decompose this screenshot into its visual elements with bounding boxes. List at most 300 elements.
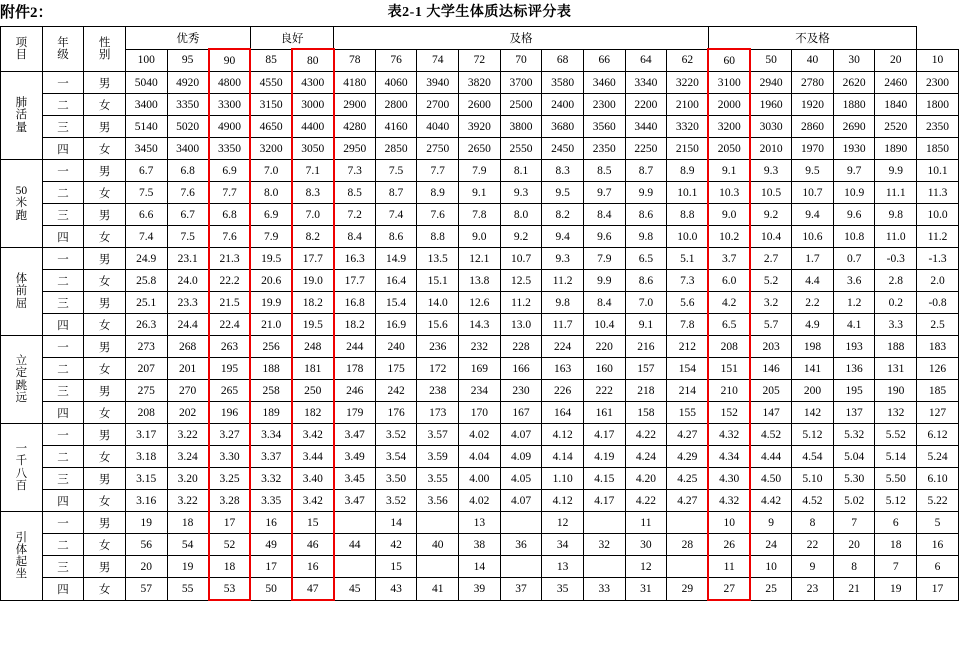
header-score-72: 72 bbox=[459, 49, 501, 72]
cell-score-40: 4.52 bbox=[792, 490, 834, 512]
header-score-20: 20 bbox=[875, 49, 917, 72]
cell-score-66: 3560 bbox=[583, 116, 625, 138]
table-header-row-bands bbox=[1, 27, 959, 50]
cell-score-74: 3.57 bbox=[417, 424, 459, 446]
cell-score-95: 201 bbox=[167, 358, 209, 380]
cell-score-78 bbox=[334, 512, 376, 534]
cell-score-68: 8.2 bbox=[542, 204, 584, 226]
cell-score-76: 242 bbox=[375, 380, 417, 402]
cell-score-95: 3400 bbox=[167, 138, 209, 160]
row-sex: 女 bbox=[84, 490, 126, 512]
row-category bbox=[1, 424, 43, 512]
cell-score-70: 167 bbox=[500, 402, 542, 424]
cell-score-95: 202 bbox=[167, 402, 209, 424]
cell-score-20: 3.3 bbox=[875, 314, 917, 336]
cell-score-78: 4280 bbox=[334, 116, 376, 138]
cell-score-62: 2150 bbox=[667, 138, 709, 160]
cell-score-80: 7.0 bbox=[292, 204, 334, 226]
cell-score-64: 30 bbox=[625, 534, 667, 556]
cell-score-74: 13.5 bbox=[417, 248, 459, 270]
cell-score-68: 11.2 bbox=[542, 270, 584, 292]
cell-score-10: 2350 bbox=[917, 116, 959, 138]
cell-score-76: 43 bbox=[375, 578, 417, 601]
cell-score-60: 6.5 bbox=[708, 314, 750, 336]
cell-score-100: 207 bbox=[125, 358, 167, 380]
cell-score-50: 10.5 bbox=[750, 182, 792, 204]
row-category bbox=[1, 512, 43, 601]
cell-score-40: 9.4 bbox=[792, 204, 834, 226]
category-char: 百 bbox=[15, 479, 28, 492]
cell-score-70: 230 bbox=[500, 380, 542, 402]
cell-score-40: 22 bbox=[792, 534, 834, 556]
cell-score-76: 3.54 bbox=[375, 446, 417, 468]
cell-score-80: 3000 bbox=[292, 94, 334, 116]
cell-score-50: 205 bbox=[750, 380, 792, 402]
cell-score-72: 2600 bbox=[459, 94, 501, 116]
cell-score-72: 232 bbox=[459, 336, 501, 358]
cell-score-20: 5.14 bbox=[875, 446, 917, 468]
cell-score-78: 7.3 bbox=[334, 160, 376, 182]
cell-score-66: 2300 bbox=[583, 94, 625, 116]
cell-score-60: 3200 bbox=[708, 116, 750, 138]
cell-score-66: 4.17 bbox=[583, 424, 625, 446]
table-row bbox=[1, 314, 959, 336]
cell-score-74: 7.6 bbox=[417, 204, 459, 226]
cell-score-10: 10.0 bbox=[917, 204, 959, 226]
cell-score-20: 132 bbox=[875, 402, 917, 424]
cell-score-66: 9.6 bbox=[583, 226, 625, 248]
row-grade: 二 bbox=[42, 94, 84, 116]
cell-score-62: 4.29 bbox=[667, 446, 709, 468]
cell-score-74: 3940 bbox=[417, 72, 459, 94]
cell-score-76: 4160 bbox=[375, 116, 417, 138]
cell-score-50: 5.2 bbox=[750, 270, 792, 292]
cell-score-30: 10.8 bbox=[833, 226, 875, 248]
row-grade: 三 bbox=[42, 556, 84, 578]
cell-score-64: 12 bbox=[625, 556, 667, 578]
cell-score-100: 7.5 bbox=[125, 182, 167, 204]
cell-score-90: 17 bbox=[209, 512, 251, 534]
cell-score-85: 19.9 bbox=[250, 292, 292, 314]
cell-score-10: 6.12 bbox=[917, 424, 959, 446]
row-grade: 四 bbox=[42, 402, 84, 424]
cell-score-78: 179 bbox=[334, 402, 376, 424]
cell-score-100: 25.1 bbox=[125, 292, 167, 314]
cell-score-60: 6.0 bbox=[708, 270, 750, 292]
cell-score-76: 15 bbox=[375, 556, 417, 578]
cell-score-74: 173 bbox=[417, 402, 459, 424]
header-score-95: 95 bbox=[167, 49, 209, 72]
cell-score-85: 189 bbox=[250, 402, 292, 424]
cell-score-72: 4.02 bbox=[459, 490, 501, 512]
table-row bbox=[1, 490, 959, 512]
cell-score-50: 1960 bbox=[750, 94, 792, 116]
cell-score-30: 0.7 bbox=[833, 248, 875, 270]
cell-score-60: 11 bbox=[708, 556, 750, 578]
cell-score-30: 7 bbox=[833, 512, 875, 534]
cell-score-76: 14.9 bbox=[375, 248, 417, 270]
header-category: 项 目 bbox=[1, 27, 43, 72]
cell-score-10: 11.3 bbox=[917, 182, 959, 204]
cell-score-66: 2350 bbox=[583, 138, 625, 160]
cell-score-10: 2.5 bbox=[917, 314, 959, 336]
category-char: 远 bbox=[15, 391, 28, 404]
cell-score-20: 6 bbox=[875, 512, 917, 534]
cell-score-40: 23 bbox=[792, 578, 834, 601]
cell-score-72: 4.04 bbox=[459, 446, 501, 468]
cell-score-62: 4.25 bbox=[667, 468, 709, 490]
cell-score-40: 142 bbox=[792, 402, 834, 424]
cell-score-80: 19.0 bbox=[292, 270, 334, 292]
cell-score-80: 182 bbox=[292, 402, 334, 424]
cell-score-100: 275 bbox=[125, 380, 167, 402]
category-char: 起 bbox=[15, 555, 28, 568]
cell-score-72: 13.8 bbox=[459, 270, 501, 292]
cell-score-60: 9.1 bbox=[708, 160, 750, 182]
cell-score-40: 1.7 bbox=[792, 248, 834, 270]
cell-score-78: 3.49 bbox=[334, 446, 376, 468]
category-char: 八 bbox=[15, 467, 28, 480]
row-sex: 男 bbox=[84, 248, 126, 270]
cell-score-68: 9.4 bbox=[542, 226, 584, 248]
cell-score-85: 3.35 bbox=[250, 490, 292, 512]
cell-score-90: 3.30 bbox=[209, 446, 251, 468]
row-grade: 一 bbox=[42, 512, 84, 534]
cell-score-78: 8.5 bbox=[334, 182, 376, 204]
row-sex: 男 bbox=[84, 72, 126, 94]
cell-score-30: 195 bbox=[833, 380, 875, 402]
category-char: 跳 bbox=[15, 379, 28, 392]
category-char: 跑 bbox=[15, 209, 28, 222]
cell-score-50: 10 bbox=[750, 556, 792, 578]
cell-score-68: 9.3 bbox=[542, 248, 584, 270]
cell-score-90: 18 bbox=[209, 556, 251, 578]
cell-score-72: 7.9 bbox=[459, 160, 501, 182]
cell-score-80: 8.2 bbox=[292, 226, 334, 248]
cell-score-72: 3920 bbox=[459, 116, 501, 138]
cell-score-95: 3.20 bbox=[167, 468, 209, 490]
cell-score-100: 19 bbox=[125, 512, 167, 534]
cell-score-76: 3.52 bbox=[375, 490, 417, 512]
cell-score-95: 3.24 bbox=[167, 446, 209, 468]
cell-score-70: 10.7 bbox=[500, 248, 542, 270]
cell-score-68: 3580 bbox=[542, 72, 584, 94]
page-title: 表2-1 大学生体质达标评分表 bbox=[387, 5, 572, 20]
cell-score-70: 37 bbox=[500, 578, 542, 601]
cell-score-30: 2620 bbox=[833, 72, 875, 94]
cell-score-66: 222 bbox=[583, 380, 625, 402]
cell-score-60: 208 bbox=[708, 336, 750, 358]
cell-score-78: 246 bbox=[334, 380, 376, 402]
cell-score-62: 5.1 bbox=[667, 248, 709, 270]
cell-score-74: 236 bbox=[417, 336, 459, 358]
cell-score-40: 4.9 bbox=[792, 314, 834, 336]
cell-score-72: 4.02 bbox=[459, 424, 501, 446]
cell-score-62 bbox=[667, 512, 709, 534]
cell-score-10: 17 bbox=[917, 578, 959, 601]
cell-score-78: 17.7 bbox=[334, 270, 376, 292]
cell-score-90: 3.27 bbox=[209, 424, 251, 446]
cell-score-30: 3.6 bbox=[833, 270, 875, 292]
cell-score-10: 10.1 bbox=[917, 160, 959, 182]
cell-score-78: 4180 bbox=[334, 72, 376, 94]
cell-score-60: 4.30 bbox=[708, 468, 750, 490]
cell-score-68: 34 bbox=[542, 534, 584, 556]
cell-score-100: 5140 bbox=[125, 116, 167, 138]
cell-score-10: 1800 bbox=[917, 94, 959, 116]
cell-score-95: 5020 bbox=[167, 116, 209, 138]
table-row bbox=[1, 182, 959, 204]
table-row bbox=[1, 578, 959, 601]
row-grade: 一 bbox=[42, 248, 84, 270]
header-score-74: 74 bbox=[417, 49, 459, 72]
table-header bbox=[1, 27, 959, 72]
cell-score-70: 2550 bbox=[500, 138, 542, 160]
header-score-85: 85 bbox=[250, 49, 292, 72]
cell-score-64: 8.6 bbox=[625, 270, 667, 292]
cell-score-85: 3.37 bbox=[250, 446, 292, 468]
table-row bbox=[1, 160, 959, 182]
row-category bbox=[1, 160, 43, 248]
cell-score-76: 3.50 bbox=[375, 468, 417, 490]
cell-score-74: 2700 bbox=[417, 94, 459, 116]
cell-score-50: 2940 bbox=[750, 72, 792, 94]
cell-score-64: 216 bbox=[625, 336, 667, 358]
cell-score-66 bbox=[583, 512, 625, 534]
cell-score-72: 14.3 bbox=[459, 314, 501, 336]
category-char: 千 bbox=[15, 455, 28, 468]
cell-score-68: 8.3 bbox=[542, 160, 584, 182]
table-row bbox=[1, 94, 959, 116]
cell-score-78: 44 bbox=[334, 534, 376, 556]
row-grade: 三 bbox=[42, 380, 84, 402]
cell-score-50: 4.44 bbox=[750, 446, 792, 468]
cell-score-10: 1850 bbox=[917, 138, 959, 160]
row-sex: 男 bbox=[84, 204, 126, 226]
cell-score-62: 7.3 bbox=[667, 270, 709, 292]
cell-score-66: 10.4 bbox=[583, 314, 625, 336]
cell-score-78: 7.2 bbox=[334, 204, 376, 226]
cell-score-85: 19.5 bbox=[250, 248, 292, 270]
cell-score-66: 160 bbox=[583, 358, 625, 380]
cell-score-60: 9.0 bbox=[708, 204, 750, 226]
header-score-80: 80 bbox=[292, 49, 334, 72]
cell-score-95: 24.4 bbox=[167, 314, 209, 336]
cell-score-90: 53 bbox=[209, 578, 251, 601]
cell-score-80: 3.44 bbox=[292, 446, 334, 468]
cell-score-10: 127 bbox=[917, 402, 959, 424]
category-char: 体 bbox=[15, 273, 28, 286]
cell-score-80: 3.42 bbox=[292, 490, 334, 512]
cell-score-66: 3460 bbox=[583, 72, 625, 94]
row-grade: 三 bbox=[42, 468, 84, 490]
cell-score-64: 8.7 bbox=[625, 160, 667, 182]
category-char: 立 bbox=[15, 355, 28, 368]
cell-score-62: 8.8 bbox=[667, 204, 709, 226]
cell-score-76: 240 bbox=[375, 336, 417, 358]
cell-score-78: 18.2 bbox=[334, 314, 376, 336]
cell-score-74: 15.6 bbox=[417, 314, 459, 336]
cell-score-40: 2.2 bbox=[792, 292, 834, 314]
cell-score-80: 3.40 bbox=[292, 468, 334, 490]
cell-score-66: 161 bbox=[583, 402, 625, 424]
table-row bbox=[1, 512, 959, 534]
cell-score-78: 16.3 bbox=[334, 248, 376, 270]
cell-score-72: 12.1 bbox=[459, 248, 501, 270]
cell-score-74: 238 bbox=[417, 380, 459, 402]
row-sex: 女 bbox=[84, 314, 126, 336]
cell-score-64: 4.20 bbox=[625, 468, 667, 490]
cell-score-78: 3.47 bbox=[334, 490, 376, 512]
cell-score-50: 4.52 bbox=[750, 424, 792, 446]
table-row bbox=[1, 534, 959, 556]
cell-score-100: 208 bbox=[125, 402, 167, 424]
cell-score-70: 4.05 bbox=[500, 468, 542, 490]
row-grade: 四 bbox=[42, 314, 84, 336]
cell-score-60: 4.32 bbox=[708, 424, 750, 446]
cell-score-100: 25.8 bbox=[125, 270, 167, 292]
cell-score-80: 47 bbox=[292, 578, 334, 601]
cell-score-78 bbox=[334, 556, 376, 578]
cell-score-68: 9.8 bbox=[542, 292, 584, 314]
cell-score-70 bbox=[500, 556, 542, 578]
cell-score-76: 16.9 bbox=[375, 314, 417, 336]
cell-score-10: 5 bbox=[917, 512, 959, 534]
cell-score-76: 8.6 bbox=[375, 226, 417, 248]
cell-score-20: 11.1 bbox=[875, 182, 917, 204]
cell-score-68: 2450 bbox=[542, 138, 584, 160]
cell-score-68: 4.12 bbox=[542, 424, 584, 446]
table-row bbox=[1, 556, 959, 578]
row-sex: 男 bbox=[84, 336, 126, 358]
cell-score-90: 3.28 bbox=[209, 490, 251, 512]
cell-score-80: 250 bbox=[292, 380, 334, 402]
cell-score-95: 7.6 bbox=[167, 182, 209, 204]
cell-score-62: 155 bbox=[667, 402, 709, 424]
cell-score-68: 11.7 bbox=[542, 314, 584, 336]
cell-score-20: 188 bbox=[875, 336, 917, 358]
cell-score-100: 26.3 bbox=[125, 314, 167, 336]
cell-score-10: 6 bbox=[917, 556, 959, 578]
cell-score-60: 26 bbox=[708, 534, 750, 556]
cell-score-74: 14.0 bbox=[417, 292, 459, 314]
cell-score-100: 3.16 bbox=[125, 490, 167, 512]
cell-score-40: 141 bbox=[792, 358, 834, 380]
category-char: 定 bbox=[15, 367, 28, 380]
cell-score-95: 55 bbox=[167, 578, 209, 601]
row-grade: 二 bbox=[42, 182, 84, 204]
table-row bbox=[1, 116, 959, 138]
cell-score-74: 41 bbox=[417, 578, 459, 601]
cell-score-76: 42 bbox=[375, 534, 417, 556]
table-row bbox=[1, 226, 959, 248]
row-grade: 一 bbox=[42, 72, 84, 94]
table-row bbox=[1, 204, 959, 226]
row-sex: 女 bbox=[84, 358, 126, 380]
cell-score-64: 2250 bbox=[625, 138, 667, 160]
cell-score-100: 3.15 bbox=[125, 468, 167, 490]
cell-score-20: 0.2 bbox=[875, 292, 917, 314]
cell-score-40: 10.6 bbox=[792, 226, 834, 248]
cell-score-64: 11 bbox=[625, 512, 667, 534]
cell-score-76: 7.4 bbox=[375, 204, 417, 226]
header-score-70: 70 bbox=[500, 49, 542, 72]
cell-score-62: 2100 bbox=[667, 94, 709, 116]
cell-score-20: 190 bbox=[875, 380, 917, 402]
cell-score-30: 10.9 bbox=[833, 182, 875, 204]
cell-score-95: 54 bbox=[167, 534, 209, 556]
cell-score-50: 4.50 bbox=[750, 468, 792, 490]
cell-score-20: 1840 bbox=[875, 94, 917, 116]
cell-score-62: 3220 bbox=[667, 72, 709, 94]
cell-score-40: 4.4 bbox=[792, 270, 834, 292]
row-grade: 四 bbox=[42, 138, 84, 160]
cell-score-76: 2850 bbox=[375, 138, 417, 160]
cell-score-74: 3.59 bbox=[417, 446, 459, 468]
cell-score-60: 210 bbox=[708, 380, 750, 402]
row-sex: 男 bbox=[84, 160, 126, 182]
cell-score-50: 3030 bbox=[750, 116, 792, 138]
cell-score-20: 2.8 bbox=[875, 270, 917, 292]
row-sex: 女 bbox=[84, 534, 126, 556]
cell-score-80: 3050 bbox=[292, 138, 334, 160]
cell-score-60: 151 bbox=[708, 358, 750, 380]
row-sex: 女 bbox=[84, 446, 126, 468]
band-good: 良好 bbox=[250, 27, 333, 50]
cell-score-74: 172 bbox=[417, 358, 459, 380]
cell-score-62 bbox=[667, 556, 709, 578]
cell-score-68: 9.5 bbox=[542, 182, 584, 204]
cell-score-70 bbox=[500, 512, 542, 534]
band-excellent: 优秀 bbox=[125, 27, 250, 50]
header-score-90: 90 bbox=[209, 49, 251, 72]
cell-score-76: 8.7 bbox=[375, 182, 417, 204]
cell-score-60: 4.32 bbox=[708, 490, 750, 512]
cell-score-90: 263 bbox=[209, 336, 251, 358]
row-sex: 女 bbox=[84, 402, 126, 424]
cell-score-70: 36 bbox=[500, 534, 542, 556]
cell-score-64: 6.5 bbox=[625, 248, 667, 270]
cell-score-90: 195 bbox=[209, 358, 251, 380]
cell-score-10: -0.8 bbox=[917, 292, 959, 314]
cell-score-40: 2780 bbox=[792, 72, 834, 94]
cell-score-85: 20.6 bbox=[250, 270, 292, 292]
cell-score-64: 2200 bbox=[625, 94, 667, 116]
cell-score-64: 157 bbox=[625, 358, 667, 380]
cell-score-50: 24 bbox=[750, 534, 792, 556]
cell-score-20: 5.12 bbox=[875, 490, 917, 512]
cell-score-62: 4.27 bbox=[667, 490, 709, 512]
cell-score-50: 2010 bbox=[750, 138, 792, 160]
cell-score-10: 5.22 bbox=[917, 490, 959, 512]
table-row bbox=[1, 446, 959, 468]
cell-score-40: 200 bbox=[792, 380, 834, 402]
cell-score-78: 178 bbox=[334, 358, 376, 380]
table-row bbox=[1, 270, 959, 292]
cell-score-74: 15.1 bbox=[417, 270, 459, 292]
cell-score-20: 9.9 bbox=[875, 160, 917, 182]
cell-score-50: 3.2 bbox=[750, 292, 792, 314]
header-score-10: 10 bbox=[917, 49, 959, 72]
cell-score-70: 3800 bbox=[500, 116, 542, 138]
cell-score-68: 4.12 bbox=[542, 490, 584, 512]
cell-score-85: 16 bbox=[250, 512, 292, 534]
cell-score-74: 8.8 bbox=[417, 226, 459, 248]
category-char: 肺 bbox=[15, 97, 28, 110]
cell-score-95: 23.1 bbox=[167, 248, 209, 270]
cell-score-10: 11.2 bbox=[917, 226, 959, 248]
cell-score-90: 3300 bbox=[209, 94, 251, 116]
